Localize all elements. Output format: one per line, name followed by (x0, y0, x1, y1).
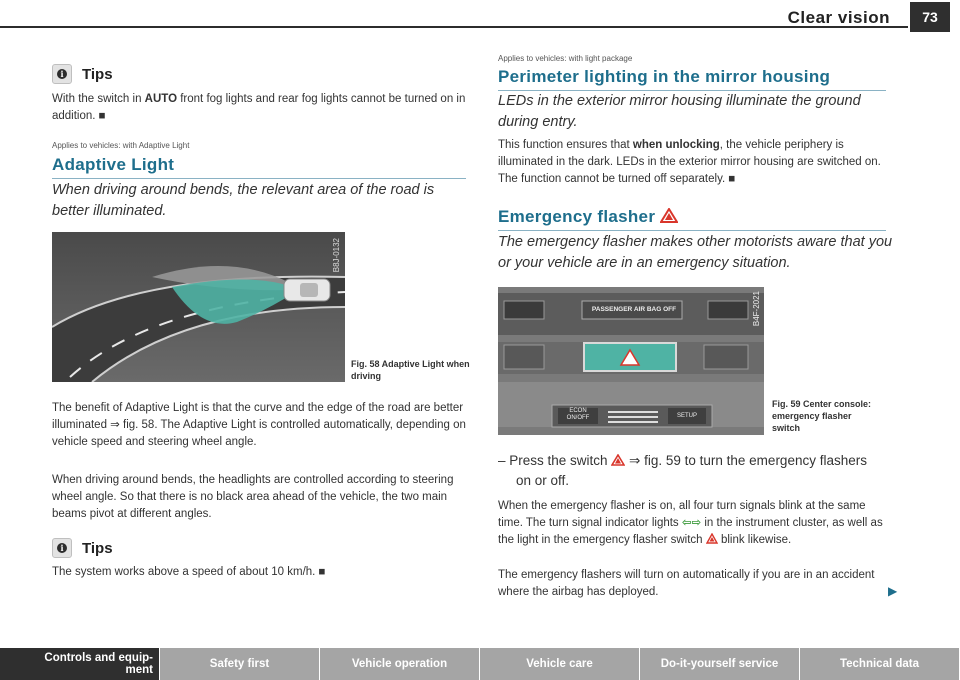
tab-safety-first[interactable]: Safety first (160, 648, 320, 680)
section-title-adaptive-light: Adaptive Light (52, 155, 466, 179)
info-icon: i (52, 64, 72, 84)
tab-controls-and-equipment[interactable]: Controls and equip- ment (0, 648, 160, 680)
footer-nav (0, 648, 960, 680)
applies-note: Applies to vehicles: with Adaptive Light (52, 141, 190, 150)
paragraph-auto-flasher: The emergency flashers will turn on automatically if you are in an accident where the airbag has deployed. (498, 569, 875, 598)
econ-label: ECON ON/OFF (566, 408, 590, 421)
section-title-emergency-flasher: Emergency flasher (498, 207, 886, 231)
applies-note: Applies to vehicles: with light package (498, 54, 633, 63)
tips-label: Tips (82, 539, 113, 557)
header-rule (0, 26, 908, 28)
page-number: 73 (910, 2, 950, 32)
figure-58-adaptive-light (52, 232, 345, 382)
warning-triangle-icon (660, 208, 678, 223)
page-header-title: Clear vision (787, 8, 890, 27)
step-press-switch: – Press the switch ⇒ fig. 59 to turn the emergency flashers on or off. (498, 453, 867, 488)
tab-do-it-yourself-service[interactable]: Do-it-yourself service (640, 648, 800, 680)
paragraph-adaptive-bends: When driving around bends, the headlights are controlled according to steering wheel angle. So that there is no black area ahead of the vehicle, the two main beams pivot at different angles. (52, 474, 454, 520)
tips-text: With the switch in AUTO front fog lights and rear fog lights cannot be turned on in addition. ■ (52, 93, 466, 122)
setup-label: SETUP (676, 413, 697, 419)
figure-code: B8J-0132 (332, 238, 341, 273)
warning-triangle-icon (706, 533, 718, 544)
figure-59-caption: Fig. 59 Center console: emergency flasher switch (772, 399, 872, 433)
continue-arrow-icon: ▶ (888, 584, 898, 598)
section-intro: The emergency flasher makes other motorists aware that you or your vehicle are in an emergency situation. (498, 234, 893, 271)
section-title-perimeter: Perimeter lighting in the mirror housing (498, 67, 886, 91)
paragraph-perimeter: This function ensures that when unlocking, the vehicle periphery is illuminated in the dark. LEDs in the exterior mirror housing are switched on. The function cannot be turned off separately. ■ (498, 139, 881, 185)
adaptive-light-illustration (52, 232, 345, 382)
figure-code: B4F-2021 (752, 291, 761, 327)
paragraph-flasher-on: When the emergency flasher is on, all four turn signals blink at the same time. The turn signal indicator lights ⇦⇨ in the instrument cluster, as well as the light in the emergency flasher switch blink likewise. (498, 500, 883, 546)
figure-58-caption: Fig. 58 Adaptive Light when driving (351, 359, 470, 381)
tab-vehicle-care[interactable]: Vehicle care (480, 648, 640, 680)
tips-text: The system works above a speed of about 10 km/h. ■ (52, 566, 326, 578)
tab-vehicle-operation[interactable]: Vehicle operation (320, 648, 480, 680)
info-icon: i (52, 538, 72, 558)
turn-signal-arrows-icon: ⇦⇨ (681, 517, 702, 529)
tips-box-2 (52, 538, 467, 581)
tips-box-1 (52, 64, 467, 125)
section-intro: LEDs in the exterior mirror housing illuminate the ground during entry. (498, 93, 861, 130)
tab-technical-data[interactable]: Technical data (800, 648, 960, 680)
figure-59-center-console (498, 287, 764, 435)
tips-label: Tips (82, 65, 113, 83)
paragraph-adaptive-benefit: The benefit of Adaptive Light is that the curve and the edge of the road are better illuminated ⇒ fig. 58. The Adaptive Light is controlled automatically, depending on vehicle speed and steering wheel angle. (52, 402, 466, 448)
airbag-off-label: PASSENGER AIR BAG OFF (591, 306, 677, 313)
section-intro: When driving around bends, the relevant area of the road is better illuminated. (52, 182, 435, 219)
warning-triangle-icon (611, 454, 625, 466)
